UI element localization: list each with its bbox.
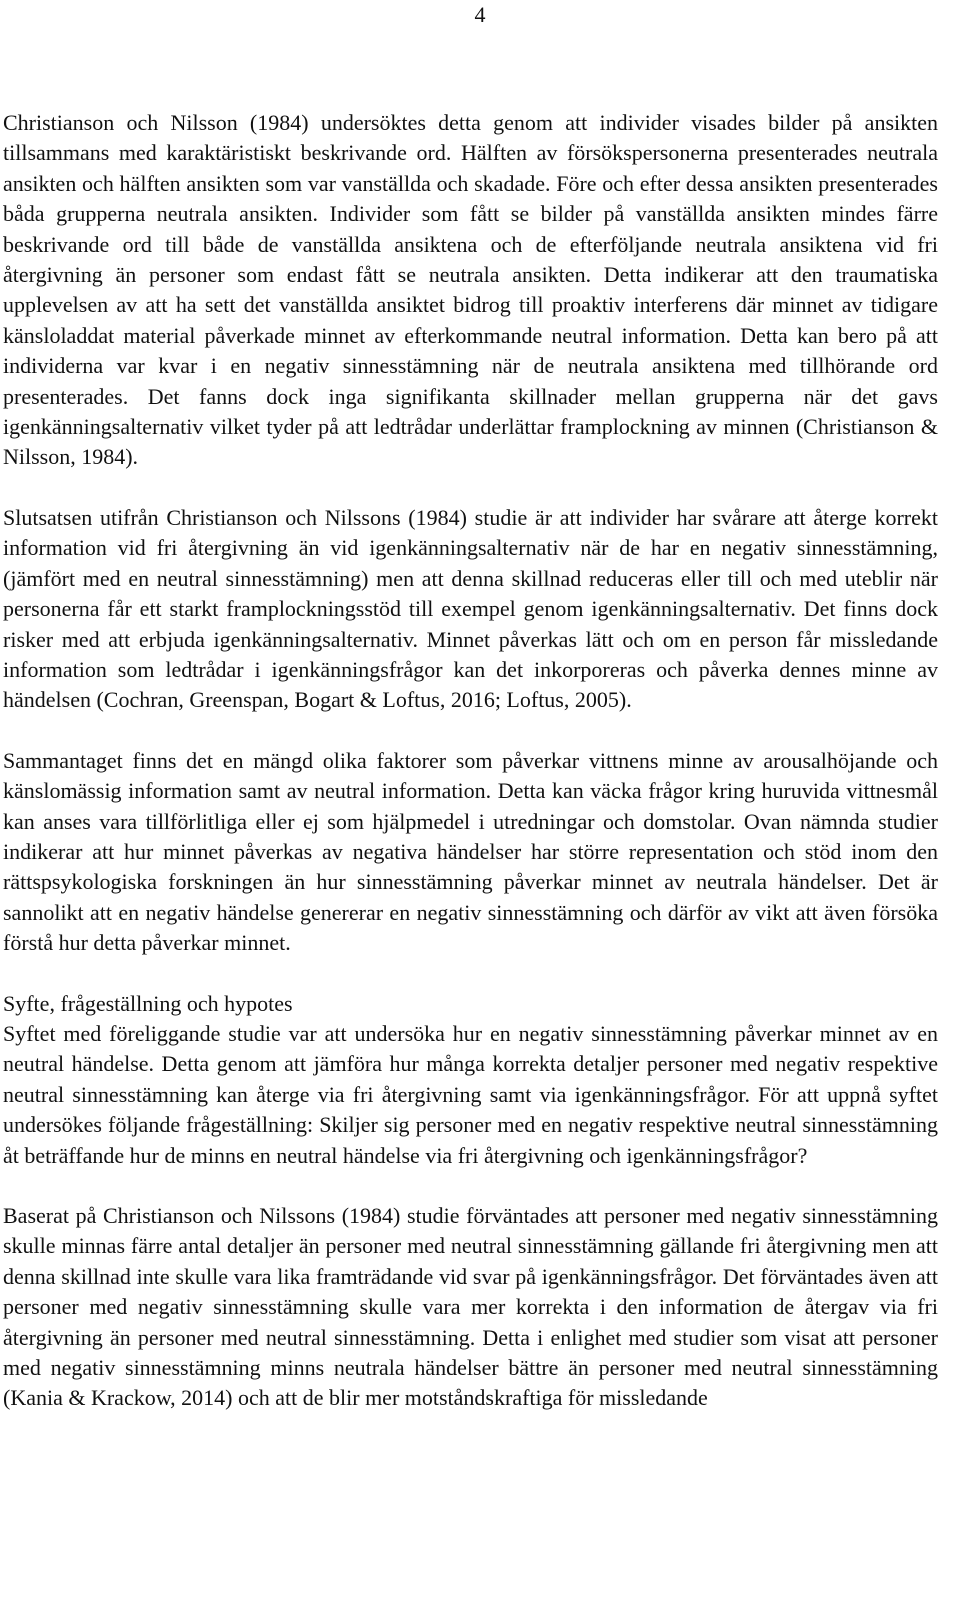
paragraph-sammantaget: Sammantaget finns det en mängd olika faktorer som påverkar vittnens minne av arousalhöjande och känslomässig information samt av neutral information. Detta kan väcka frågor kring huruvida vittnesmål kan anses vara tillförlitliga eller ej som hjälpmedel i utredningar och domstolar. Ovan nämnda studier indikerar att hur minnet påverkas av negativa händelser har större representation och stöd inom den rättspsykologiska forskningen än hur sinnesstämning påverkar minnet av neutrala händelser. Det är sannolikt att en negativ händelse genererar en negativ sinnesstämning och därför av vikt att även försöka förstå hur detta påverkar minnet. [3, 747, 938, 956]
paragraph-hypotes: Baserat på Christianson och Nilssons (1984) studie förväntades att personer med negativ sinnesstämning skulle minnas färre antal detaljer än personer med neutral sinnesstämning gällande fri återgivning men att denna skillnad inte skulle vara lika framträdande vid svar på igenkänningsfrågor. Det förväntades även att personer med negativ sinnesstämning skulle vara mer korrekta i den information de återgav via fri återgivning än personer med neutral sinnesstämning. Detta i enlighet med studier som visat att personer med negativ sinnesstämning minns neutrala händelser bättre än personer med neutral sinnesstämning (Kania & Krackow, 2014) och att de blir mer motståndskraftiga för missledande [3, 1203, 938, 1411]
section-syfte [3, 989, 938, 1414]
document-body [3, 108, 938, 1444]
section-heading: Syfte, frågeställning och hypotes [3, 990, 293, 1016]
page-number: 4 [474, 2, 486, 27]
paragraph-syftet: Syftet med föreliggande studie var att undersöka hur en negativ sinnesstämning påverkar minnet av en neutral händelse. Detta genom att jämföra hur många korrekta detaljer personer med negativ respektive neutral sinnesstämning kan återge via fri återgivning samt via igenkänningsfrågor. För att uppnå syftet undersökes följande frågeställning: Skiljer sig personer med en negativ respektive neutral sinnesstämning åt beträffande hur de minns en neutral händelse via fri återgivning och igenkänningsfrågor? [3, 1020, 938, 1168]
paragraph-slutsatsen: Slutsatsen utifrån Christianson och Nilssons (1984) studie är att individer har svårare att återge korrekt information vid fri återgivning än vid igenkänningsalternativ när de har en negativ sinnesstämning, (jämfört med en neutral sinnesstämning) men att denna skillnad reduceras eller till och med uteblir när personerna får ett starkt framplockningsstöd till exempel genom igenkänningsalternativ. Det finns dock risker med att erbjuda igenkänningsalternativ. Minnet påverkas lätt och om en person får missledande information som ledtrådar i igenkänningsfrågor kan det inkorporeras och påverka dennes minne av händelsen (Cochran, Greenspan, Bogart & Loftus, 2016; Loftus, 2005). [3, 504, 938, 713]
paragraph-christianson-nilsson: Christianson och Nilsson (1984) undersöktes detta genom att individer visades bilder på ansikten tillsammans med karaktäristiskt beskrivande ord. Hälften av försökspersonerna presenterades neutrala ansikten och hälften ansikten som var vanställda och skadade. Före och efter dessa ansikten presenterades båda grupperna neutrala ansikten. Individer som fått se bilder på vanställda ansikten mindes färre beskrivande ord till både de vanställda ansiktena och de efterföljande neutrala ansiktena vid fri återgivning än personer som endast fått se neutrala ansikten. Detta indikerar att den traumatiska upplevelsen av att ha sett det vanställda ansiktet bidrog till proaktiv interferens där minnet av tidigare känsloladdat material påverkade minnet av efterkommande neutral information. Detta kan bero på att individerna var kvar i en negativ sinnesstämning när de neutrala ansiktena med tillhörande ord presenterades. Det fanns dock inga signifikanta skillnader mellan grupperna när det gavs igenkänningsalternativ vilket tyder på att ledtrådar underlättar framplockning av minnen (Christianson & Nilsson, 1984). [3, 110, 938, 470]
